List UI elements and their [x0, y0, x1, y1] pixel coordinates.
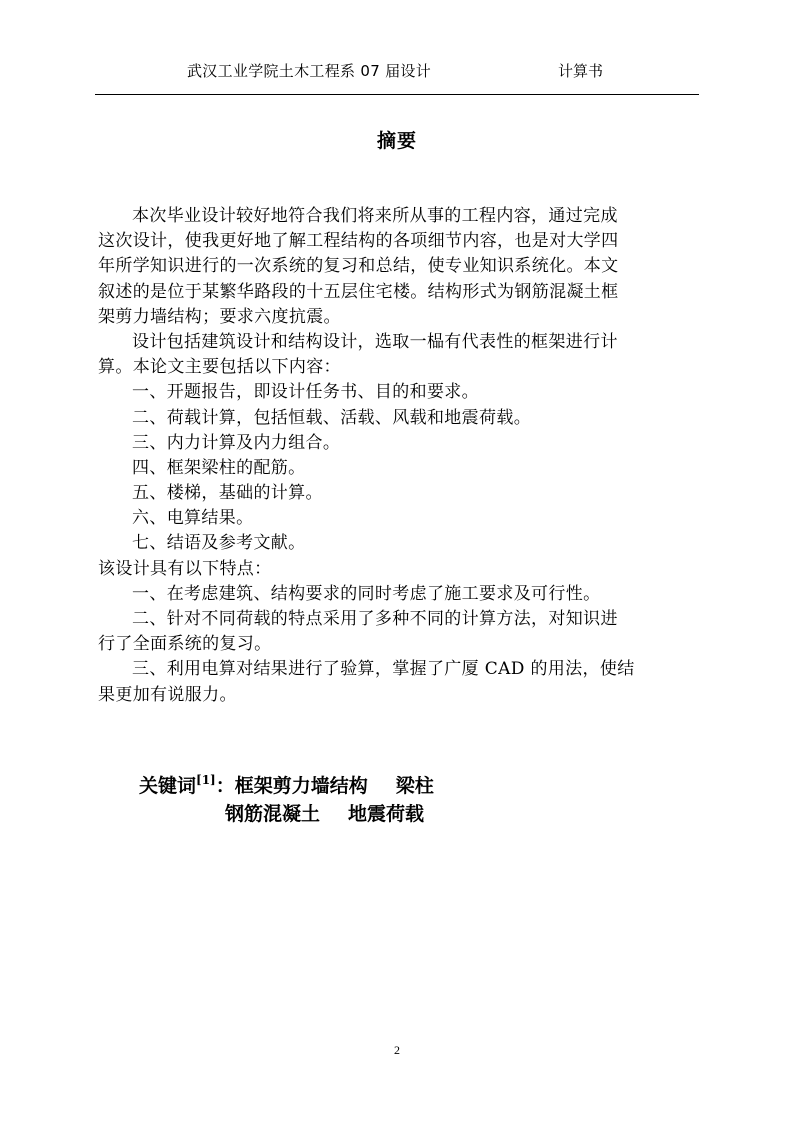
- abstract-title: 摘要: [376, 130, 417, 152]
- body-line: 七、结语及参考文献。: [132, 533, 306, 554]
- keywords-row-2: [139, 800, 434, 828]
- body-line: 这次设计，使我更好地了解工程结构的各项细节内容，也是对大学四: [98, 231, 619, 252]
- keyword: 钢筋混凝土: [225, 803, 321, 825]
- body-line: 本次毕业设计较好地符合我们将来所从事的工程内容，通过完成: [132, 206, 618, 226]
- body-line: 一、开题报告，即设计任务书、目的和要求。: [132, 382, 479, 403]
- body-line: 五、楼梯，基础的计算。: [132, 483, 323, 504]
- body-line: 二、荷载计算，包括恒载、活载、风载和地震荷载。: [132, 407, 532, 428]
- keywords-row-1: [139, 766, 434, 800]
- keywords-block: [139, 766, 434, 828]
- page-number: 2: [394, 1043, 400, 1057]
- body-line: 三、利用电算对结果进行了验算，掌握了广厦 CAD 的用法，使结: [132, 659, 635, 680]
- body-line: 一、在考虑建筑、结构要求的同时考虑了施工要求及可行性。: [132, 583, 601, 604]
- body-line: 四、框架梁柱的配筋。: [132, 457, 306, 478]
- body-line: 叙述的是位于某繁华路段的十五层住宅楼。结构形式为钢筋混凝土框: [98, 281, 619, 302]
- body-line: 设计包括建筑设计和结构设计，选取一榀有代表性的框架进行计: [132, 331, 618, 352]
- keywords-colon: ：: [215, 775, 235, 797]
- keywords-label: 关键词: [139, 775, 197, 797]
- abstract-body: [98, 204, 698, 708]
- keyword: 地震荷载: [348, 803, 425, 825]
- body-line: 该设计具有以下特点：: [98, 558, 272, 579]
- body-line: 二、针对不同荷载的特点采用了多种不同的计算方法，对知识进: [132, 609, 618, 629]
- keyword: 梁柱: [395, 775, 434, 797]
- body-line: 年所学知识进行的一次系统的复习和总结，使专业知识系统化。本文: [98, 256, 619, 277]
- body-line: 算。本论文主要包括以下内容：: [98, 357, 341, 378]
- keywords-reference: [1]: [196, 773, 216, 787]
- body-line: 行了全面系统的复习。: [98, 634, 272, 655]
- body-line: 架剪力墙结构；要求六度抗震。: [98, 306, 341, 327]
- body-line: 果更加有说服力。: [98, 684, 237, 705]
- header-institution: 武汉工业学院土木工程系 07 届设计: [187, 62, 432, 80]
- body-line: 三、内力计算及内力组合。: [132, 432, 341, 453]
- page-header: [95, 56, 699, 95]
- body-line: 六、电算结果。: [132, 508, 254, 529]
- header-doc-type: 计算书: [558, 62, 604, 80]
- keyword: 框架剪力墙结构: [234, 775, 368, 797]
